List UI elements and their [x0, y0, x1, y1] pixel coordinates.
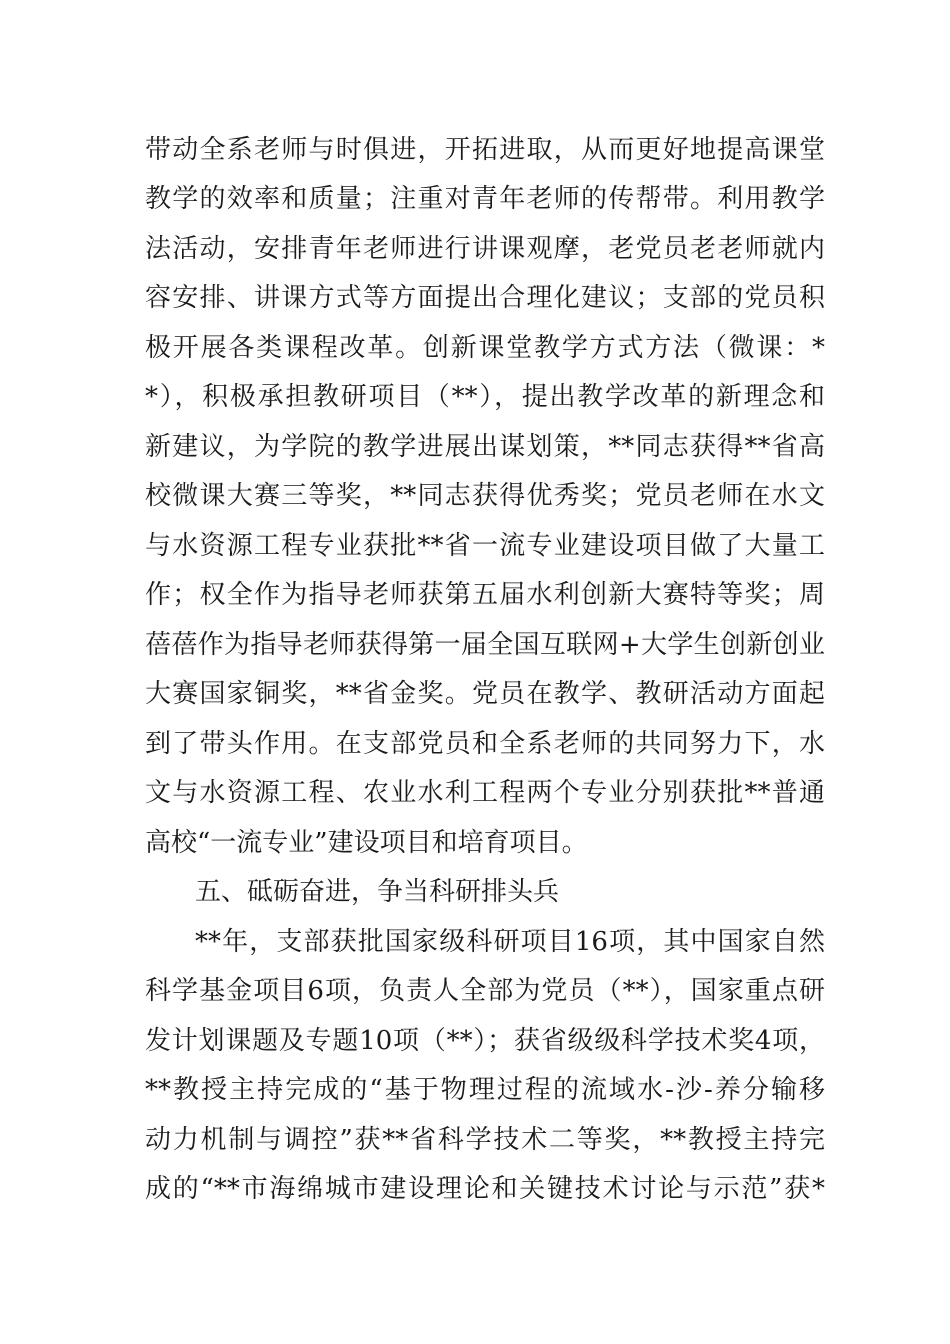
- text-line: *），积极承担教研项目（**），提出教学改革的新理念和: [145, 382, 825, 412]
- text-line: 文与水资源工程、农业水利工程两个专业分别获批**普通: [145, 778, 825, 808]
- text-line: 作；权全作为指导老师获第五届水利创新大赛特等奖；周: [145, 580, 825, 610]
- text-line: 校微课大赛三等奖，**同志获得优秀奖；党员老师在水文: [145, 481, 825, 511]
- text-line: 与水资源工程专业获批**省一流专业建设项目做了大量工: [145, 531, 825, 561]
- text-line: **教授主持完成的“基于物理过程的流域水-沙-养分输移: [145, 1075, 825, 1105]
- text-line: 容安排、讲课方式等方面提出合理化建议；支部的党员积: [145, 283, 825, 313]
- text-line: 蓓蓓作为指导老师获得第一届全国互联网+大学生创新创业: [145, 630, 825, 660]
- text-line: 新建议，为学院的教学进展出谋划策，**同志获得**省高: [145, 432, 825, 462]
- text-line: 法活动，安排青年老师进行讲课观摩，老党员老老师就内: [145, 234, 825, 264]
- text-line: 发计划课题及专题10项（**）；获省级级科学技术奖4项，: [145, 1026, 825, 1056]
- text-line: 大赛国家铜奖，**省金奖。党员在教学、教研活动方面起: [145, 679, 825, 709]
- text-line: 高校“一流专业”建设项目和培育项目。: [145, 828, 588, 858]
- text-line: 成的“**市海绵城市建设理论和关键技术讨论与示范”获*: [145, 1174, 825, 1204]
- text-line: 带动全系老师与时俱进，开拓进取，从而更好地提高课堂: [145, 135, 825, 165]
- text-line: 极开展各类课程改革。创新课堂教学方式方法（微课：*: [145, 333, 825, 363]
- text-line: 到了带头作用。在支部党员和全系老师的共同努力下，水: [145, 729, 825, 759]
- text-line: 教学的效率和质量；注重对青年老师的传帮带。利用教学: [145, 184, 825, 214]
- text-line: 动力机制与调控”获**省科学技术二等奖，**教授主持完: [145, 1125, 825, 1155]
- text-line: **年，支部获批国家级科研项目16项，其中国家自然: [195, 927, 825, 957]
- section-heading: 五、砥砺奋进，争当科研排头兵: [195, 877, 560, 907]
- text-line: 科学基金项目6项，负责人全部为党员（**），国家重点研: [145, 976, 825, 1006]
